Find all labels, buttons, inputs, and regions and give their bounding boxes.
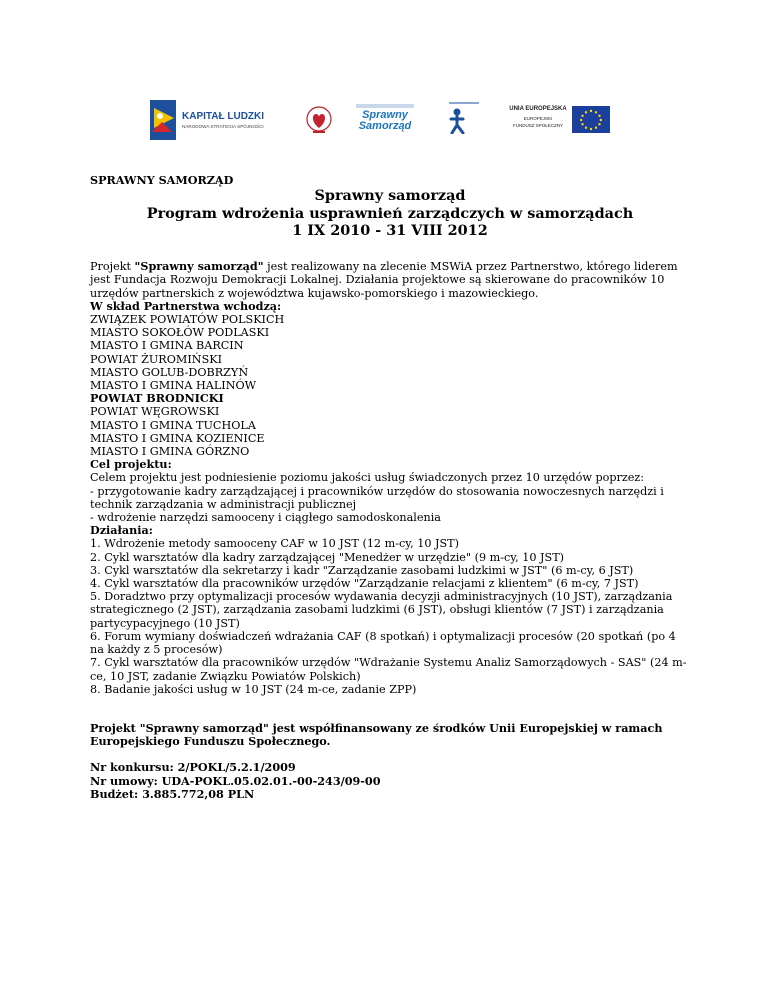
kapital-ludzki-emblem-icon: [148, 98, 178, 142]
person-figure-logo: [447, 102, 487, 138]
kapital-ludzki-logo: [148, 98, 296, 143]
program-banner-bar: [356, 104, 414, 108]
partner-item: ZWIĄZEK POWIATÓW POLSKICH: [90, 313, 285, 327]
goal-heading: Cel projektu:: [90, 457, 172, 472]
actions-section: [90, 524, 690, 696]
goal-section: [90, 458, 690, 524]
partner-item: MIASTO I GMINA TUCHOLA: [90, 418, 256, 432]
eu-efs-logo: [508, 106, 612, 136]
fact-contest-number-text: Nr konkursu: 2/POKL/5.2.1/2009: [90, 760, 296, 775]
actions-list: [90, 537, 690, 695]
fact-budget-text: Budżet: 3.885.772,08 PLN: [90, 786, 255, 801]
partners-list: [90, 313, 690, 458]
document-kicker: SPRAWNY SAMORZĄD: [90, 173, 234, 187]
partner-item: MIASTO SOKOŁÓW PODLASKI: [90, 326, 270, 340]
kapital-ludzki-subtitle: NARODOWA STRATEGIA SPÓJNOŚCI: [182, 124, 264, 129]
partners-heading: W skład Partnerstwa wchodzą:: [90, 298, 282, 313]
document-body: [90, 174, 690, 801]
fact-contract-number-text: Nr umowy: UDA-POKL.05.02.01.-00-243/09-00: [90, 773, 381, 788]
title-line-1: [90, 187, 690, 205]
project-facts: [90, 761, 690, 801]
partner-item: MIASTO I GMINA HALINÓW: [90, 379, 257, 393]
partner-item: POWIAT BRODNICKI: [90, 391, 224, 406]
intro-rest: jest realizowany na zlecenie MSWiA przez Partnerstwo, którego liderem jest Fundacja Rozwoju Demokracji Lokalnej. Działania projektowe są skierowane do pracowników 10 urzędów partnerskich z województwa kujawsko-pomorskiego i mazowieckiego.: [90, 260, 678, 300]
partner-item: POWIAT WĘGROWSKI: [90, 405, 220, 419]
eu-label-line2: EUROPEJSKI: [523, 116, 553, 121]
sprawny-samorzad-logo: [356, 104, 414, 138]
partner-item: POWIAT ŻUROMIŃSKI: [90, 352, 223, 366]
funding-statement: [90, 722, 690, 748]
eu-flag-icon: [572, 106, 610, 133]
eu-label-line1: UNIA EUROPEJSKA: [509, 106, 567, 112]
partner-item: MIASTO I GMINA GÓRZNO: [90, 445, 250, 459]
action-item: 4. Cykl warsztatów dla pracowników urzędów "Zarządzanie relacjami z klientem" (6 m-cy, 7 JST): [90, 577, 639, 591]
person-icon: [449, 108, 469, 134]
intro-paragraph: [90, 260, 690, 300]
heart-emblem-icon: [305, 103, 333, 139]
partners-section: [90, 300, 690, 458]
title-line-1-text: Sprawny samorząd: [314, 187, 466, 205]
goal-item: - wdrożenie narzędzi samooceny i ciągłego samodoskonalenia: [90, 511, 441, 525]
action-item: 1. Wdrożenie metody samooceny CAF w 10 JST (12 m-cy, 10 JST): [90, 537, 459, 551]
action-item: 5. Doradztwo przy optymalizacji procesów wydawania decyzji administracyjnych (10 JST), zarządzania strategicznego (2 JST), zarządzania zasobami ludzkimi (6 JST), obsługi klientów (7 JST) i zarządzania partycypacyjnego (10 JST): [90, 590, 673, 630]
logo-strip: [0, 98, 768, 143]
intro-pre: Projekt: [90, 260, 135, 274]
funding-text: Projekt "Sprawny samorząd" jest współfinansowany ze środków Unii Europejskiej w ramach Europejskiego Funduszu Społecznego.: [90, 720, 663, 749]
eu-label-line3: FUNDUSZ SPOŁECZNY: [512, 123, 563, 128]
document-title: [90, 187, 690, 222]
kapital-ludzki-title: KAPITAŁ LUDZKI: [182, 111, 265, 122]
action-item: 6. Forum wymiany doświadczeń wdrażania CAF (8 spotkań) i optymalizacji procesów (20 spotkań (po 4 na każdy z 5 procesów): [90, 629, 676, 657]
logo-top-line: [449, 102, 479, 104]
sprawny-samorzad-wordmark: Sprawny Samorząd: [358, 109, 412, 132]
fact-budget: [90, 788, 690, 801]
action-item: 8. Badanie jakości usług w 10 JST (24 m-ce, zadanie ZPP): [90, 682, 417, 696]
partner-emblem-logo: [305, 103, 333, 139]
partner-item: MIASTO I GMINA BARCIN: [90, 339, 244, 353]
intro-project-name: "Sprawny samorząd": [134, 259, 264, 274]
project-dates: 1 IX 2010 - 31 VIII 2012: [292, 222, 488, 240]
title-line-2: Program wdrożenia usprawnień zarządczych w samorządach: [146, 205, 634, 223]
partner-item: MIASTO GOLUB-DOBRZYŃ: [90, 365, 249, 379]
goal-item: - przygotowanie kadry zarządzającej i pracowników urzędów do stosowania nowoczesnych narzędzi i technik zarządzania w administracji publicznej: [90, 484, 664, 511]
action-item: 2. Cykl warsztatów dla kadry zarządzającej "Menedżer w urzędzie" (9 m-cy, 10 JST): [90, 550, 565, 564]
action-item: 7. Cykl warsztatów dla pracowników urzędów "Wdrażanie Systemu Analiz Samorządowych - SAS" (24 m-ce, 10 JST, zadanie Związku Powiatów Polskich): [90, 656, 687, 683]
partner-item: MIASTO I GMINA KOZIENICE: [90, 431, 265, 445]
action-item: 3. Cykl warsztatów dla sekretarzy i kadr "Zarządzanie zasobami ludzkimi w JST" (6 m-cy, 6 JST): [90, 563, 634, 577]
goal-text: Celem projektu jest podniesienie poziomu jakości usług świadczonych przez 10 urzędów poprzez:: [90, 471, 645, 485]
actions-heading: Działania:: [90, 523, 153, 538]
